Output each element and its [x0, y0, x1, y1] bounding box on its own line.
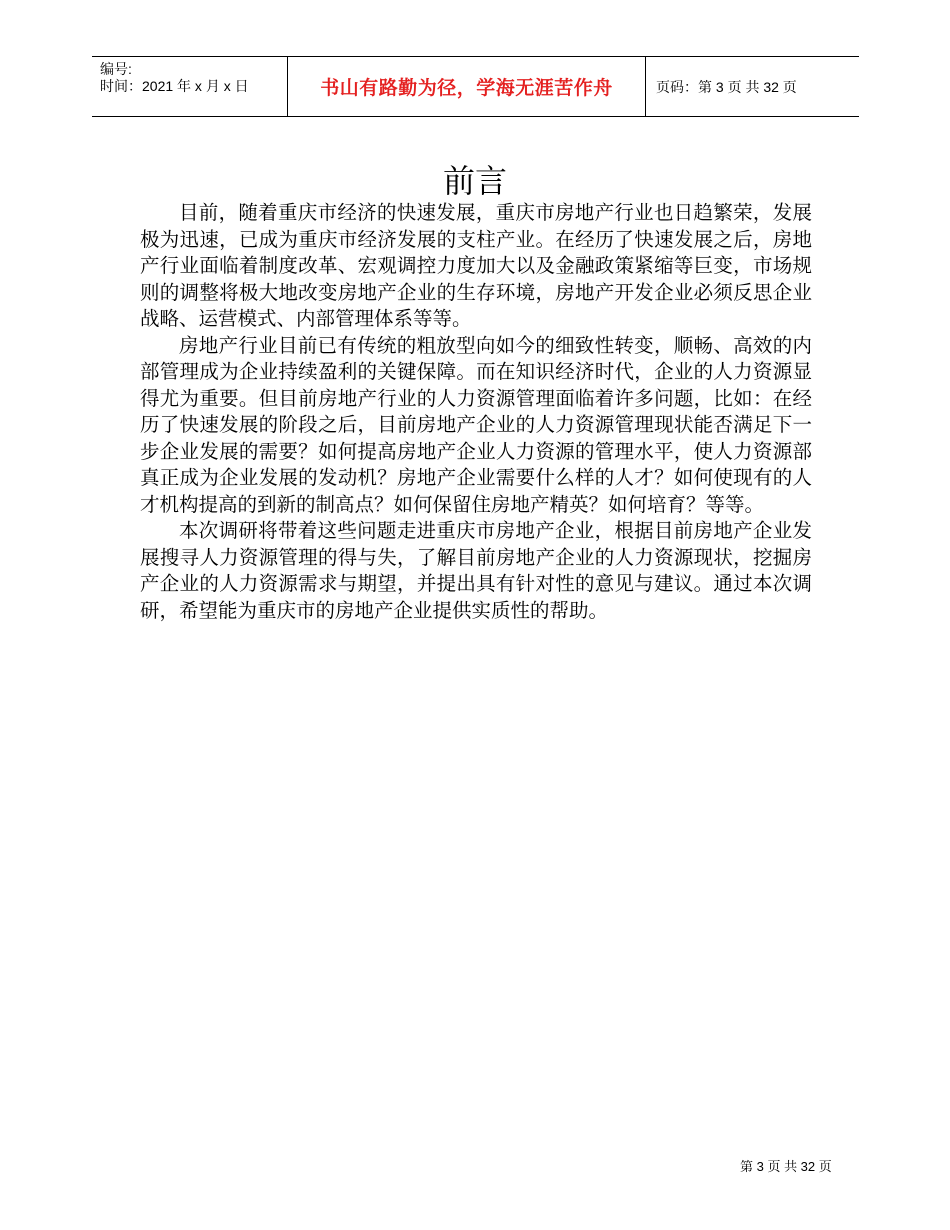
body-paragraph-3: 本次调研将带着这些问题走进重庆市房地产企业，根据目前房地产企业发展搜寻人力资源管理的得与失，了解目前房地产企业的人力资源现状，挖掘房产企业的人力资源需求与期望，并提出具有针对性的意见与建议。通过本次调研，希望能为重庆市的房地产企业提供实质性的帮助。 [140, 519, 812, 622]
document-body [140, 200, 812, 624]
header-meta [92, 57, 287, 116]
page-title: 前言 [442, 162, 507, 201]
header-motto: 书山有路勤为径，学海无涯苦作舟 [287, 57, 646, 116]
header-page-info: 页码：第 3 页 共 32 页 [656, 78, 797, 95]
page-footer: 第 3 页 共 32 页 [740, 1159, 832, 1174]
document-number-label: 编号: [100, 61, 132, 77]
document-time-label: 时间：2021 年 x 月 x 日 [100, 78, 249, 94]
page-header [92, 56, 859, 117]
body-paragraph-1: 目前，随着重庆市经济的快速发展，重庆市房地产行业也日趋繁荣，发展极为迅速，已成为重庆市经济发展的支柱产业。在经历了快速发展之后，房地产行业面临着制度改革、宏观调控力度加大以及金融政策紧缩等巨变，市场规则的调整将极大地改变房地产企业的生存环境，房地产开发企业必须反思企业战略、运营模式、内部管理体系等等。 [140, 201, 812, 330]
body-paragraph-2: 房地产行业目前已有传统的粗放型向如今的细致性转变，顺畅、高效的内部管理成为企业持续盈利的关键保障。而在知识经济时代，企业的人力资源显得尤为重要。但目前房地产行业的人力资源管理面临着许多问题，比如：在经历了快速发展的阶段之后，目前房地产企业的人力资源管理现状能否满足下一步企业发展的需要？如何提高房地产企业人力资源的管理水平，使人力资源部真正成为企业发展的发动机？房地产企业需要什么样的人才？如何使现有的人才机构提高的到新的制高点？如何保留住房地产精英？如何培育？等等。 [140, 333, 812, 516]
